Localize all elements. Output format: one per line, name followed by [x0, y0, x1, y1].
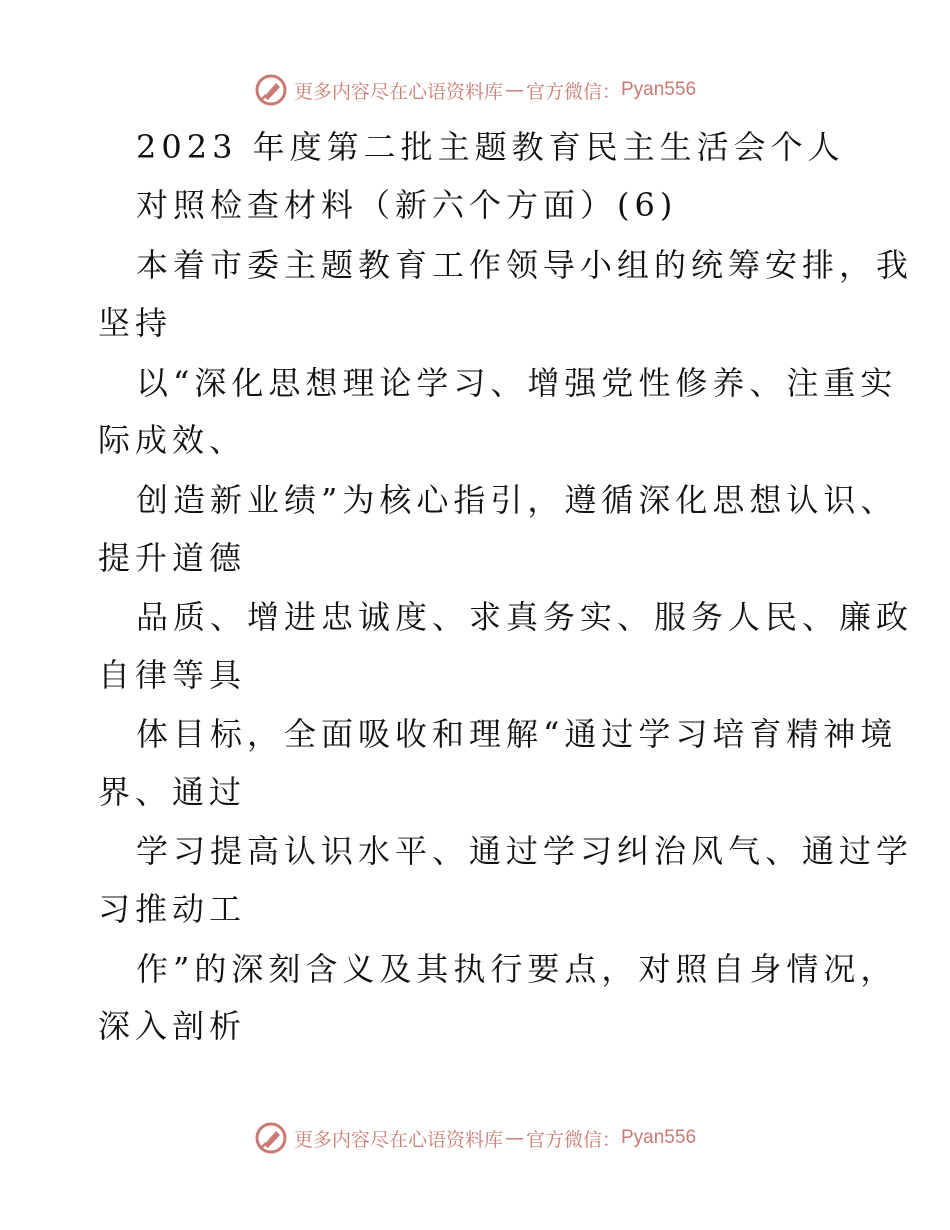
footer-watermark [0, 1118, 950, 1158]
body-line: 品质、增进忠诚度、求真务实、服务人民、廉政 [136, 598, 914, 636]
pen-nib-logo-icon [254, 1121, 288, 1155]
pen-nib-logo-icon [254, 73, 288, 107]
document-title-line-2: 对照检查材料（新六个方面）(6) [136, 186, 678, 224]
document-title-line-1: 2023 年度第二批主题教育民主生活会个人 [136, 128, 845, 166]
watermark-separator: — [504, 79, 524, 101]
body-line: 体目标，全面吸收和理解“通过学习培育精神境 [136, 715, 898, 753]
body-line: 以“深化思想理论学习、增强党性修养、注重实 [136, 364, 898, 402]
watermark-label: 官方微信： [525, 1128, 621, 1151]
body-line: 习推动工 [98, 890, 247, 928]
body-line: 自律等具 [98, 656, 247, 694]
body-line: 创造新业绩”为核心指引，遵循深化思想认识、 [136, 481, 898, 519]
watermark-wechat-id: Pyan556 [621, 79, 697, 100]
watermark-separator: — [504, 1127, 524, 1149]
body-line: 学习提高认识水平、通过学习纠治风气、通过学 [136, 832, 914, 870]
body-line: 界、通过 [98, 773, 247, 811]
body-line: 作”的深刻含义及其执行要点，对照自身情况， [136, 950, 898, 988]
body-line: 深入剖析 [98, 1007, 247, 1045]
header-watermark [0, 70, 950, 110]
body-line: 际成效、 [98, 421, 247, 459]
body-line: 本着市委主题教育工作领导小组的统筹安排，我 [136, 246, 914, 284]
body-line: 提升道德 [98, 539, 247, 577]
watermark-label: 官方微信： [525, 80, 621, 103]
body-line: 坚持 [98, 304, 173, 342]
watermark-text: 更多内容尽在心语资料库 [293, 1128, 503, 1151]
watermark-wechat-id: Pyan556 [621, 1127, 697, 1148]
watermark-text: 更多内容尽在心语资料库 [293, 80, 503, 103]
